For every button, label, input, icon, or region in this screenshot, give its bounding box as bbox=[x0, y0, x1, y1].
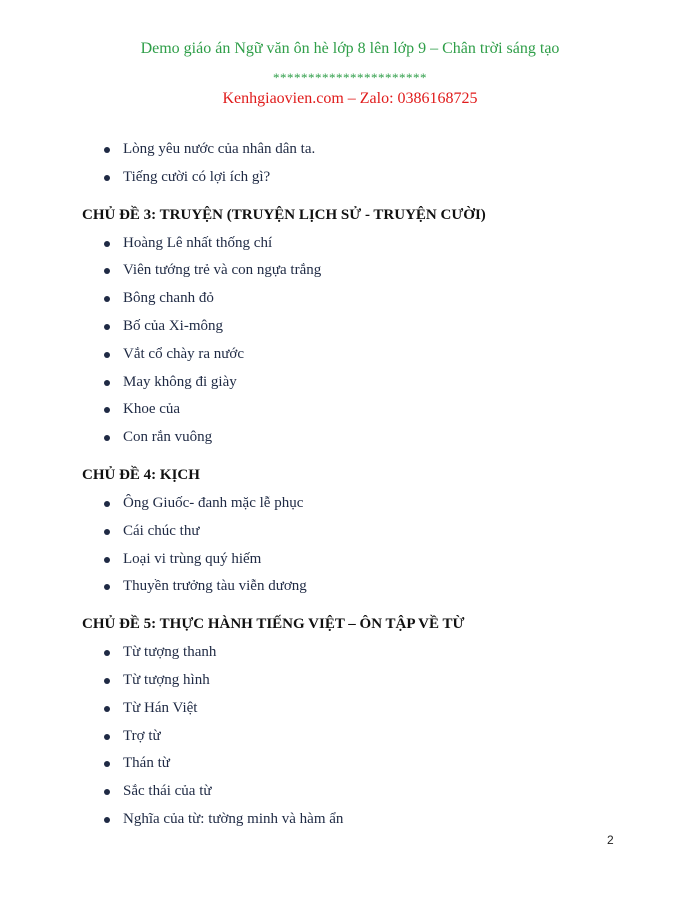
bullet-icon bbox=[104, 557, 110, 563]
list-item bbox=[82, 667, 642, 695]
list-item bbox=[82, 230, 642, 258]
list-item-text: Ông Giuốc- đanh mặc lễ phục bbox=[123, 494, 304, 511]
list-item-text: Thuyền trưởng tàu viễn dương bbox=[123, 578, 307, 595]
list-item-text: Từ tượng hình bbox=[123, 671, 210, 688]
document-body bbox=[82, 136, 642, 834]
list-item bbox=[82, 341, 642, 369]
list-item-text: Viên tướng trẻ và con ngựa trắng bbox=[123, 262, 322, 279]
list-item-text: Thán từ bbox=[123, 755, 170, 772]
list-item-text: Bố của Xi-mông bbox=[123, 317, 223, 334]
list-item-text: Bông chanh đỏ bbox=[123, 290, 214, 307]
list-item bbox=[82, 369, 642, 397]
list-item bbox=[82, 723, 642, 751]
topic-heading-4: CHỦ ĐỀ 4: KỊCH bbox=[82, 466, 200, 483]
topic-3-list bbox=[82, 230, 642, 452]
list-item-text: Cái chúc thư bbox=[123, 522, 200, 539]
bullet-icon bbox=[104, 529, 110, 535]
bullet-icon bbox=[104, 817, 110, 823]
list-item bbox=[82, 424, 642, 452]
list-item-text: Con rắn vuông bbox=[123, 429, 213, 446]
bullet-icon bbox=[104, 706, 110, 712]
list-item-text: Từ tượng thanh bbox=[123, 644, 217, 661]
list-item bbox=[82, 573, 642, 601]
bullet-icon bbox=[104, 501, 110, 507]
header-contact: Kenhgiaovien.com – Zalo: 0386168725 bbox=[222, 90, 478, 107]
page-number: 2 bbox=[607, 833, 614, 847]
topic-4-list bbox=[82, 490, 642, 601]
list-item bbox=[82, 778, 642, 806]
bullet-icon bbox=[104, 324, 110, 330]
bullet-icon bbox=[104, 380, 110, 386]
bullet-icon bbox=[104, 296, 110, 302]
bullet-icon bbox=[104, 407, 110, 413]
list-item-text: Loại vi trùng quý hiếm bbox=[123, 550, 262, 567]
header-stars: ********************** bbox=[273, 70, 427, 85]
list-item-text: Lòng yêu nước của nhân dân ta. bbox=[123, 141, 316, 157]
list-item-text: Trợ từ bbox=[123, 727, 161, 744]
bullet-icon bbox=[104, 147, 110, 153]
bullet-icon bbox=[104, 734, 110, 740]
bullet-icon bbox=[104, 650, 110, 656]
list-item bbox=[82, 695, 642, 723]
list-item-text: Hoàng Lê nhất thống chí bbox=[123, 234, 273, 251]
topic-heading-5: CHỦ ĐỀ 5: THỰC HÀNH TIẾNG VIỆT – ÔN TẬP VỀ TỪ bbox=[82, 616, 465, 633]
list-item-text: Tiếng cười có lợi ích gì? bbox=[123, 168, 271, 185]
bullet-icon bbox=[104, 352, 110, 358]
list-item bbox=[82, 164, 642, 192]
list-item bbox=[82, 490, 642, 518]
bullet-icon bbox=[104, 761, 110, 767]
bullet-icon bbox=[104, 268, 110, 274]
intro-list bbox=[82, 136, 642, 192]
bullet-icon bbox=[104, 678, 110, 684]
list-item bbox=[82, 285, 642, 313]
topic-5-list bbox=[82, 639, 642, 834]
list-item-text: Từ Hán Việt bbox=[123, 699, 198, 716]
list-item bbox=[82, 806, 642, 834]
list-item bbox=[82, 396, 642, 424]
list-item bbox=[82, 518, 642, 546]
list-item bbox=[82, 313, 642, 341]
list-item bbox=[82, 546, 642, 574]
list-item-text: Khoe của bbox=[123, 401, 181, 418]
bullet-icon bbox=[104, 435, 110, 441]
bullet-icon bbox=[104, 175, 110, 181]
header-title: Demo giáo án Ngữ văn ôn hè lớp 8 lên lớp 9 – Chân trời sáng tạo bbox=[140, 40, 560, 57]
bullet-icon bbox=[104, 789, 110, 795]
list-item bbox=[82, 750, 642, 778]
list-item bbox=[82, 136, 642, 164]
list-item-text: May không đi giày bbox=[123, 373, 237, 390]
list-item-text: Vắt cổ chày ra nước bbox=[123, 345, 245, 362]
bullet-icon bbox=[104, 584, 110, 590]
bullet-icon bbox=[104, 241, 110, 247]
list-item-text: Nghĩa của từ: tường minh và hàm ẩn bbox=[123, 810, 344, 827]
topic-heading-3: CHỦ ĐỀ 3: TRUYỆN (TRUYỆN LỊCH SỬ - TRUYỆN CƯỜI) bbox=[82, 206, 486, 223]
list-item bbox=[82, 639, 642, 667]
list-item bbox=[82, 257, 642, 285]
list-item-text: Sắc thái của từ bbox=[123, 783, 212, 800]
